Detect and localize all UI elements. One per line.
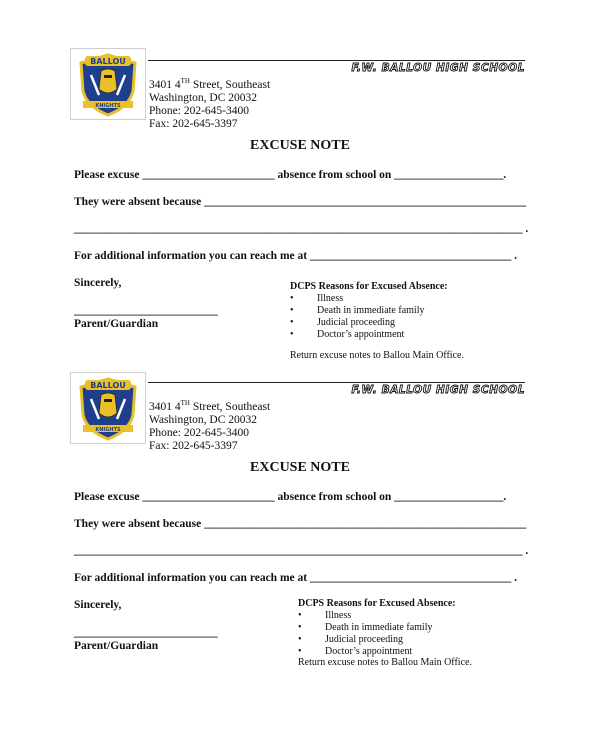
absent-because-line: They were absent because ________________________________________________________ xyxy=(74,518,527,530)
reason-item: • Doctor’s appointment xyxy=(290,329,424,341)
sincerely-label: Sincerely, xyxy=(74,277,122,289)
address-fax: Fax: 202-645-3397 xyxy=(149,439,238,452)
school-address xyxy=(149,75,270,131)
excuse-note-title: EXCUSE NOTE xyxy=(250,138,350,153)
reason-item: • Doctor’s appointment xyxy=(298,646,432,658)
reason-item: • Judicial proceeding xyxy=(298,634,432,646)
sincerely-label: Sincerely, xyxy=(74,599,122,611)
please-excuse-line: Please excuse _______________________ absence from school on ___________________. xyxy=(74,169,507,181)
reasons-list xyxy=(290,293,424,341)
address-phone: Phone: 202-645-3400 xyxy=(149,426,249,439)
parent-guardian-label: Parent/Guardian xyxy=(74,640,159,652)
address-phone: Phone: 202-645-3400 xyxy=(149,104,249,117)
knight-crest-icon xyxy=(71,49,145,119)
reason-item: • Judicial proceeding xyxy=(290,317,424,329)
reasons-list xyxy=(298,610,432,658)
logo-banner-text: KNIGHTS xyxy=(95,427,121,433)
address-city: Washington, DC 20032 xyxy=(149,91,258,104)
school-name: F.W. BALLOU HIGH SCHOOL xyxy=(351,62,525,74)
parent-guardian-label: Parent/Guardian xyxy=(74,318,159,330)
reasons-title: DCPS Reasons for Excused Absence: xyxy=(290,281,448,292)
knight-crest-icon xyxy=(71,373,145,443)
contact-line: For additional information you can reach me at ___________________________________ . xyxy=(74,250,517,262)
return-note: Return excuse notes to Ballou Main Office. xyxy=(290,350,464,361)
header-rule xyxy=(148,382,525,383)
school-logo xyxy=(70,372,146,444)
reasons-title: DCPS Reasons for Excused Absence: xyxy=(298,598,456,609)
logo-top-text: BALLOU xyxy=(90,381,126,390)
contact-line: For additional information you can reach me at ___________________________________ . xyxy=(74,572,517,584)
header-rule xyxy=(148,60,525,61)
address-street: 3401 4TH Street, Southeast xyxy=(149,77,271,91)
address-fax: Fax: 202-645-3397 xyxy=(149,117,238,130)
excuse-note-title: EXCUSE NOTE xyxy=(250,460,350,475)
logo-top-text: BALLOU xyxy=(90,57,126,66)
reason-item: • Illness xyxy=(298,610,432,622)
address-street: 3401 4TH Street, Southeast xyxy=(149,399,271,413)
return-note: Return excuse notes to Ballou Main Office. xyxy=(298,657,472,668)
logo-banner-text: KNIGHTS xyxy=(95,103,121,109)
absent-because-continuation-line: ______________________________________________________________________________ . xyxy=(74,223,529,235)
reason-item: • Illness xyxy=(290,293,424,305)
signature-line: _________________________ xyxy=(74,305,218,317)
please-excuse-line: Please excuse _______________________ absence from school on ___________________. xyxy=(74,491,507,503)
school-name: F.W. BALLOU HIGH SCHOOL xyxy=(351,384,525,396)
reason-item: • Death in immediate family xyxy=(290,305,424,317)
school-address xyxy=(149,397,270,453)
school-logo xyxy=(70,48,146,120)
signature-line: _________________________ xyxy=(74,627,218,639)
reason-item: • Death in immediate family xyxy=(298,622,432,634)
absent-because-line: They were absent because ________________________________________________________ xyxy=(74,196,527,208)
absent-because-continuation-line: ______________________________________________________________________________ . xyxy=(74,545,529,557)
address-city: Washington, DC 20032 xyxy=(149,413,258,426)
